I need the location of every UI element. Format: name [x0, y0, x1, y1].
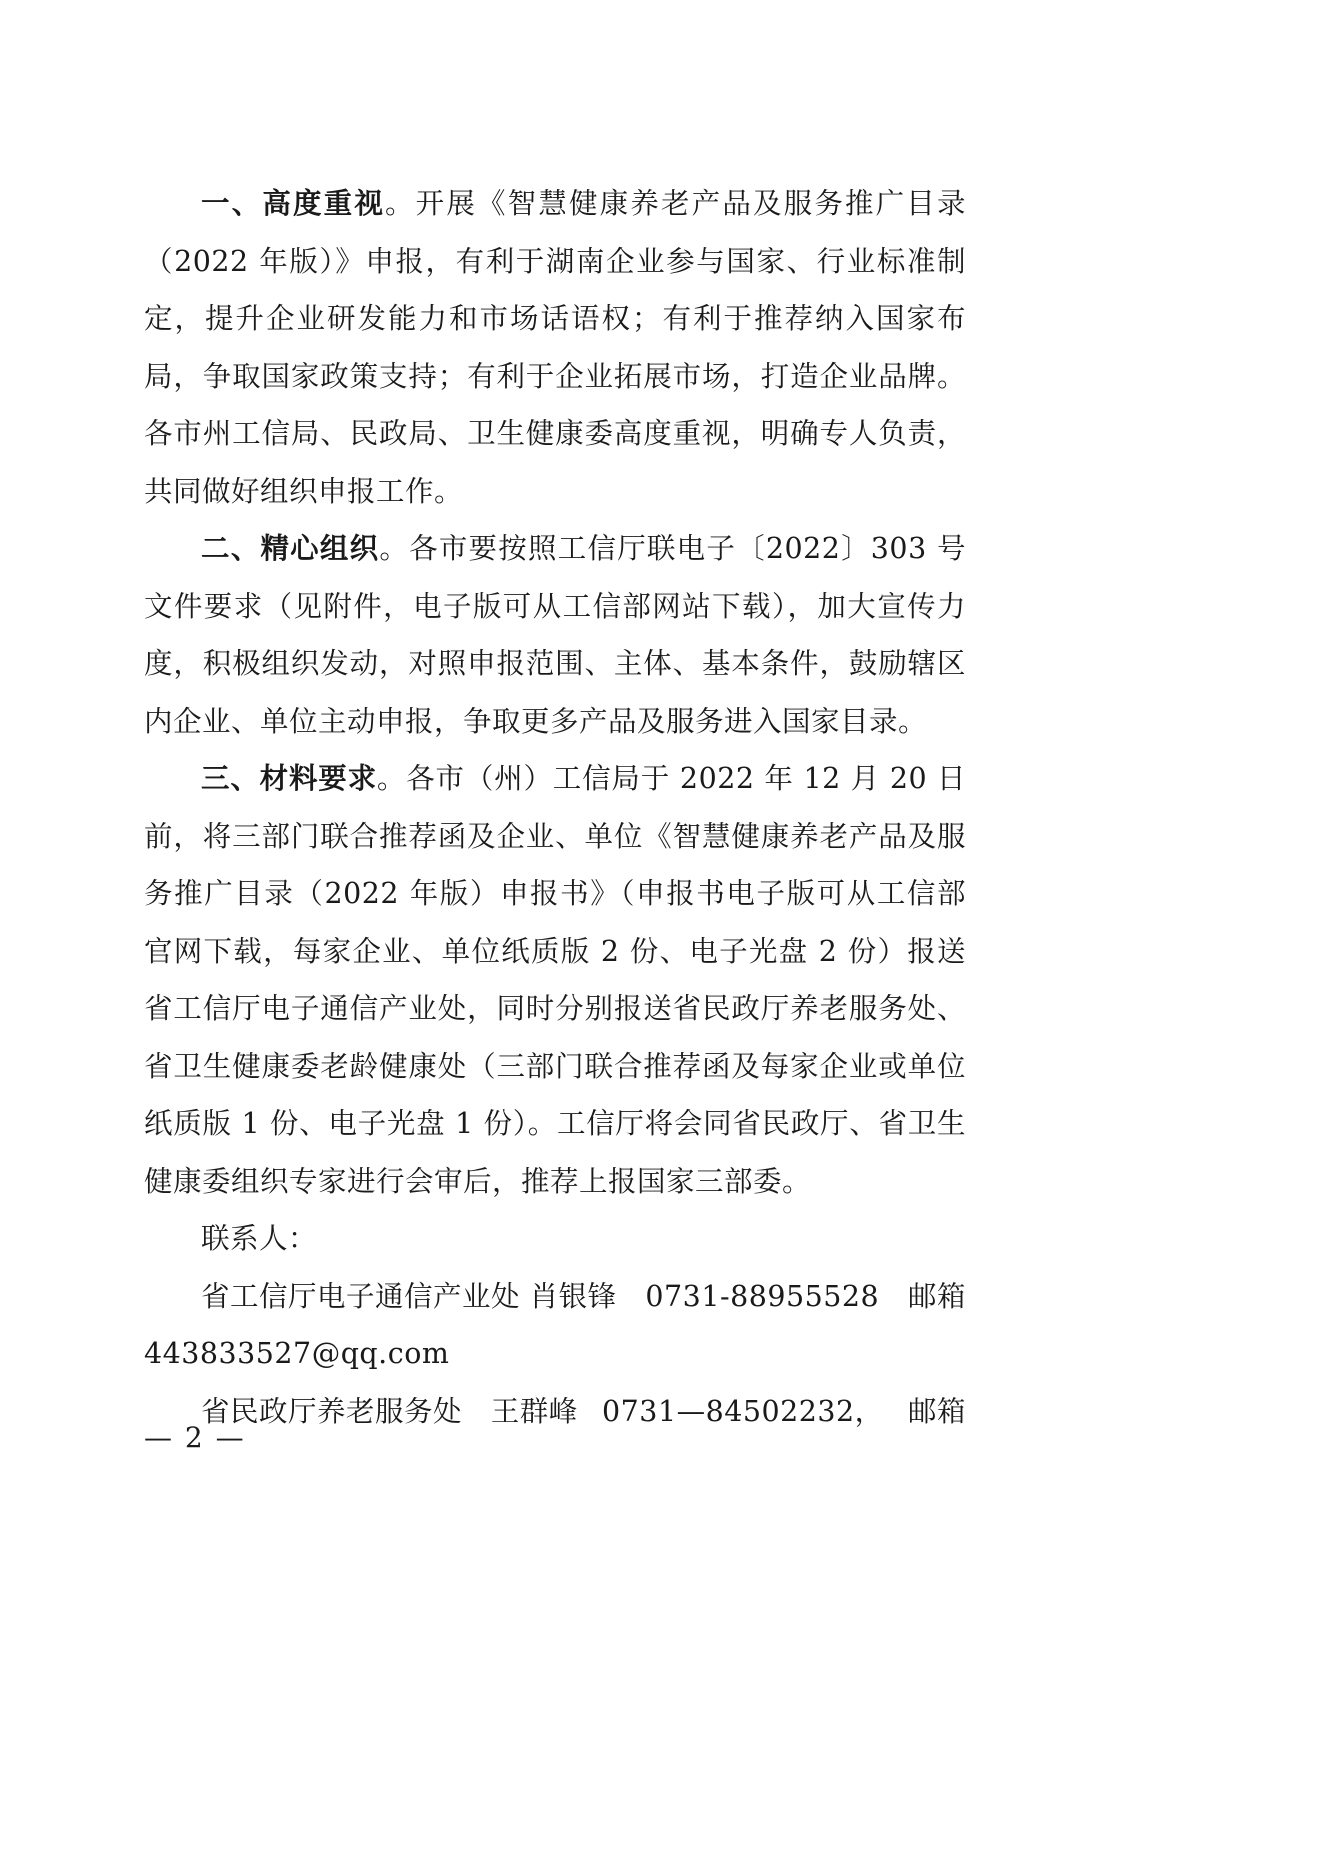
contact-2-dept-name — [201, 1383, 578, 1441]
contact-1-dept-name — [201, 1268, 617, 1326]
contact-row-1 — [144, 1268, 966, 1326]
section-3-heading: 三、材料要求 — [201, 762, 377, 795]
contact-1-phone: 0731-88955528 — [645, 1279, 880, 1313]
section-2-paragraph — [144, 520, 966, 750]
section-2-body: 。各市要按照工信厅联电子〔2022〕303 号文件要求（见附件，电子版可从工信部网站下载），加大宣传力度，积极组织发动，对照申报范围、主体、基本条件，鼓励辖区内企业、单位主动申报，争取更多产品及服务进入国家目录。 — [144, 532, 966, 738]
contact-2-phone: 0731—84502232， — [602, 1394, 884, 1428]
section-3-paragraph — [144, 750, 966, 1210]
page-number: — 2 — — [144, 1421, 246, 1454]
contacts-label: 联系人： — [201, 1222, 318, 1255]
section-2-heading: 二、精心组织 — [201, 532, 380, 565]
contact-2-department: 省民政厅养老服务处 — [201, 1394, 463, 1428]
document-body — [144, 175, 966, 1440]
contact-2-email-label: 邮箱 — [907, 1394, 966, 1428]
contact-2-name: 王群峰 — [490, 1394, 578, 1428]
contact-row-2 — [144, 1383, 966, 1441]
section-1-body: 。开展《智慧健康养老产品及服务推广目录（2022 年版）》申报，有利于湖南企业参与国家、行业标准制定，提升企业研发能力和市场话语权；有利于推荐纳入国家布局，争取国家政策支持；有利于企业拓展市场，打造企业品牌。各市州工信局、民政局、卫生健康委高度重视，明确专人负责，共同做好组织申报工作。 — [144, 187, 966, 508]
section-3-body: 。各市（州）工信局于 2022 年 12 月 20 日前，将三部门联合推荐函及企业、单位《智慧健康养老产品及服务推广目录（2022 年版）申报书》（申报书电子版可从工信部官网下载，每家企业、单位纸质版 2 份、电子光盘 2 份）报送省工信厅电子通信产业处，同时分别报送省民政厅养老服务处、省卫生健康委老龄健康处（三部门联合推荐函及每家企业或单位纸质版 1 份、电子光盘 1 份）。工信厅将会同省民政厅、省卫生健康委组织专家进行会审后，推荐上报国家三部委。 — [144, 762, 966, 1198]
contact-1-name: 肖银锋 — [529, 1279, 617, 1313]
contact-1-email: 443833527@qq.com — [144, 1337, 450, 1370]
contact-1-email-label: 邮箱 — [907, 1279, 966, 1313]
section-1-heading: 一、高度重视 — [201, 187, 385, 220]
section-1-paragraph — [144, 175, 966, 520]
contact-1-department: 省工信厅电子通信产业处 — [201, 1279, 521, 1313]
